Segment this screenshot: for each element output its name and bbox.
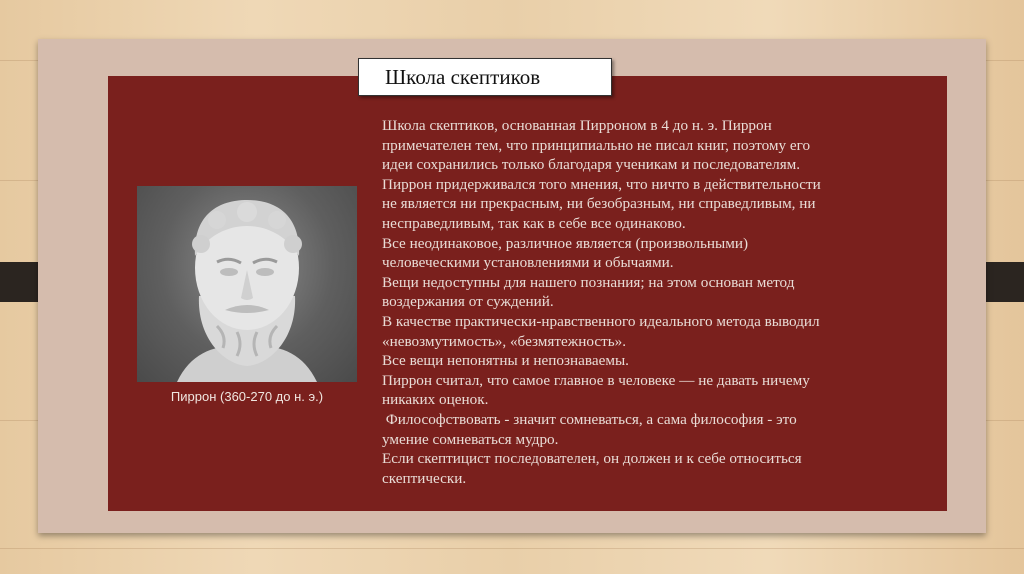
text-line: Философствовать - значит сомневаться, а сама философия - это — [382, 410, 797, 428]
text-line: Школа скептиков, основанная Пирроном в 4 до н. э. Пиррон — [382, 117, 772, 134]
text-line: идеи сохранились только благодаря ученикам и последователям. — [382, 156, 801, 174]
slide-title: Школа скептиков — [358, 58, 612, 96]
text-line: воздержания от суждений. — [382, 293, 554, 311]
right-decor-bar — [984, 262, 1024, 302]
wood-grain — [0, 548, 1024, 549]
text-line: не является ни прекрасным, ни безобразным, ни справедливым, ни — [382, 195, 816, 213]
text-line: Если скептицист последователен, он должен и к себе относиться — [382, 450, 802, 468]
text-line: Все неодинаковое, различное является (произвольными) — [382, 234, 749, 252]
text-line: Вещи недоступны для нашего познания; на этом основан метод — [382, 273, 795, 291]
text-line: умение сомневаться мудро. — [382, 430, 559, 448]
body-text — [382, 116, 902, 488]
left-decor-bar — [0, 262, 40, 302]
text-line: никаких оценок. — [382, 391, 489, 409]
text-line: человеческими установлениями и обычаями. — [382, 254, 674, 272]
text-line: примечателен тем, что принципиально не писал книг, поэтому его — [382, 136, 811, 154]
text-line: скептически. — [382, 469, 467, 487]
portrait-caption: Пиррон (360-270 до н. э.) — [137, 382, 357, 412]
text-line: Все вещи непонятны и непознаваемы. — [382, 352, 629, 370]
text-line: Пиррон считал, что самое главное в человеке — не давать ничему — [382, 371, 810, 389]
text-line: В качестве практически-нравственного идеального метода выводил — [382, 312, 820, 330]
bust-statue-icon — [137, 186, 357, 382]
text-line: «невозмутимость», «безмятежность». — [382, 332, 627, 350]
text-line: несправедливым, так как в себе все одинаково. — [382, 214, 686, 232]
text-line: Пиррон придерживался того мнения, что ничто в действительности — [382, 175, 821, 193]
portrait-image — [137, 186, 357, 382]
